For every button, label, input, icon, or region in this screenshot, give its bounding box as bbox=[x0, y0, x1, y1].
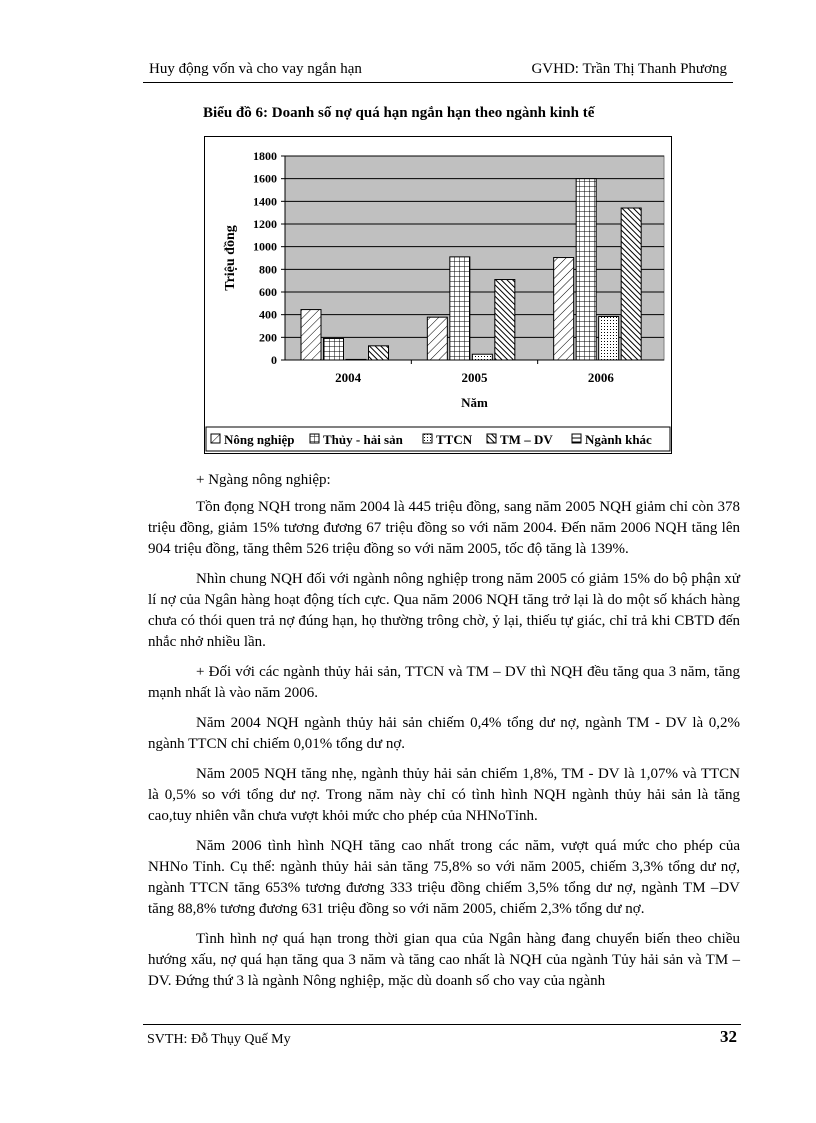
legend-label: TTCN bbox=[436, 432, 473, 447]
y-tick-label: 800 bbox=[259, 262, 277, 277]
paragraph-1: + Ngàng nông nghiệp: bbox=[196, 472, 331, 488]
paragraph-2: Tồn đọng NQH trong năm 2004 là 445 triệu đồng, sang năm 2005 NQH giảm chỉ còn 378 triệu đồng, giảm 15% tương đương 67 triệu đồng so với năm 2004. Đến năm 2006 NQH tăng lên 904 triệu đồng, tăng thêm 526 triệu đồng so với năm 2005, tốc độ tăng là 139%. bbox=[148, 499, 740, 557]
bar-tm-dv-2004 bbox=[369, 346, 389, 360]
y-tick-label: 1600 bbox=[253, 171, 277, 186]
paragraph-3: Nhìn chung NQH đối với ngành nông nghiệp trong năm 2005 có giảm 15% do bộ phận xử lí nợ của Ngân hàng hoạt động tích cực. Qua năm 2006 NQH tăng trở lại là do một số khách hàng chưa có thói quen trả nợ đúng hạn, họ thường trông chờ, ỷ lại, thiếu tự giác, chỉ trả khi CBTD đến nhắc nhở nhiều lần. bbox=[148, 571, 740, 650]
paragraph-4: + Đối với các ngành thủy hải sản, TTCN và TM – DV thì NQH đều tăng qua 3 năm, tăng mạnh nhất là vào năm 2006. bbox=[148, 664, 740, 701]
y-tick-label: 0 bbox=[271, 353, 277, 367]
page-header bbox=[143, 60, 733, 83]
y-tick-label: 1800 bbox=[253, 149, 277, 163]
page-footer bbox=[143, 1024, 741, 1051]
paragraph-6: Năm 2005 NQH tăng nhẹ, ngành thủy hải sản chiếm 1,8%, TM - DV là 1,07% và TTCN là 0,5% so với tổng dư nợ. Trong năm này chỉ có tình hình NQH ngành thủy hải sản là tăng cao,tuy nhiên vẫn chưa vượt khỏi mức cho phép của NHNoTỉnh. bbox=[148, 766, 740, 824]
y-tick-label: 1400 bbox=[253, 194, 277, 209]
legend-label: Ngành khác bbox=[585, 432, 652, 447]
x-tick-label: 2005 bbox=[461, 370, 488, 385]
chart-caption: Biểu đồ 6: Doanh số nợ quá hạn ngắn hạn theo ngành kinh tế bbox=[203, 105, 595, 121]
x-tick-label: 2004 bbox=[335, 370, 362, 385]
legend-label: Thủy - hải sản bbox=[323, 432, 403, 447]
x-axis-label: Năm bbox=[461, 395, 488, 410]
bar-th-y-h-i-s-n-2004 bbox=[324, 338, 344, 360]
legend-label: Nông nghiệp bbox=[224, 432, 295, 447]
bar-th-y-h-i-s-n-2006 bbox=[576, 179, 596, 360]
paragraph-8: Tình hình nợ quá hạn trong thời gian qua của Ngân hàng đang chuyển biến theo chiều hướng xấu, nợ quá hạn tăng qua 3 năm và tăng cao nhất là NQH của ngành Tủy hải sản và TM – DV. Đứng thứ 3 là ngành Nông nghiệp, mặc dù doanh số cho vay của ngành bbox=[148, 931, 740, 989]
legend-swatch bbox=[211, 434, 220, 443]
bar-ttcn-2004 bbox=[346, 359, 366, 360]
bar-n-ng-nghi-p-2005 bbox=[427, 317, 447, 360]
bar-tm-dv-2006 bbox=[621, 208, 641, 360]
legend-swatch bbox=[487, 434, 496, 443]
y-tick-label: 1000 bbox=[253, 239, 277, 254]
bar-tm-dv-2005 bbox=[495, 280, 515, 360]
footer-student: SVTH: Đỗ Thụy Quế My bbox=[147, 1032, 291, 1047]
header-advisor: GVHD: Trần Thị Thanh Phương bbox=[531, 61, 727, 77]
bar-n-ng-nghi-p-2004 bbox=[301, 310, 321, 360]
y-tick-label: 600 bbox=[259, 285, 277, 299]
chart-svg bbox=[204, 136, 672, 454]
bar-th-y-h-i-s-n-2005 bbox=[450, 257, 470, 360]
bar-ttcn-2006 bbox=[599, 316, 619, 360]
bar-chart bbox=[204, 136, 672, 454]
bar-ttcn-2005 bbox=[472, 354, 492, 360]
paragraph-5: Năm 2004 NQH ngành thủy hải sản chiếm 0,4% tổng dư nợ, ngành TM - DV là 0,2% ngành TTCN chỉ chiếm 0,01% tổng dư nợ. bbox=[148, 715, 740, 752]
legend-label: TM – DV bbox=[500, 432, 553, 447]
page-number: 32 bbox=[720, 1027, 737, 1046]
legend-swatch bbox=[310, 434, 319, 443]
y-tick-label: 200 bbox=[259, 330, 277, 345]
header-course-title: Huy động vốn và cho vay ngắn hạn bbox=[149, 61, 362, 77]
x-tick-label: 2006 bbox=[587, 370, 614, 385]
y-tick-label: 400 bbox=[259, 307, 277, 322]
y-tick-label: 1200 bbox=[253, 217, 277, 231]
body-text bbox=[148, 470, 740, 1001]
bar-n-ng-nghi-p-2006 bbox=[554, 258, 574, 360]
paragraph-7: Năm 2006 tình hình NQH tăng cao nhất trong các năm, vượt quá mức cho phép của NHNo Tỉnh. Cụ thể: ngành thủy hải sản tăng 75,8% so với năm 2005, chiếm 3,3% tổng dư nợ, ngành TTCN tăng 653% tương đương 333 triệu đồng chiếm 3,5% tổng dư nợ, ngành TM –DV tăng 88,8% tương đương 631 triệu đồng so với năm 2005, chiếm 2,3% tổng dư nợ. bbox=[148, 838, 740, 917]
y-axis-label: Triệu đồng bbox=[223, 225, 238, 291]
legend-swatch bbox=[423, 434, 432, 443]
legend-swatch bbox=[572, 434, 581, 443]
